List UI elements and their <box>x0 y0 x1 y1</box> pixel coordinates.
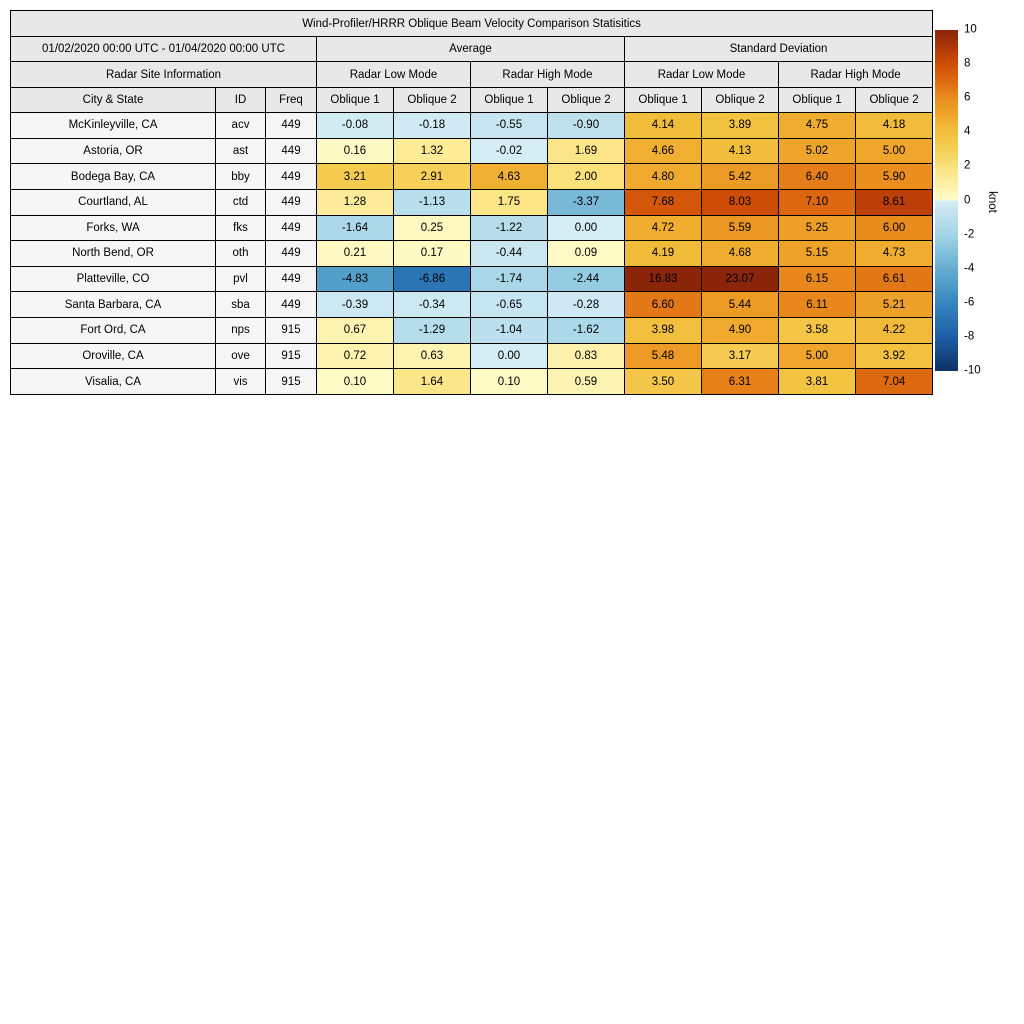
freq-cell: 449 <box>266 292 317 318</box>
colorbar-gradient <box>935 30 958 371</box>
value-cell: 23.07 <box>702 266 779 292</box>
value-cell: 0.67 <box>317 318 394 344</box>
value-cell: 4.14 <box>625 113 702 139</box>
value-cell: 5.90 <box>856 164 933 190</box>
value-cell: -0.44 <box>471 241 548 267</box>
value-cell: 7.68 <box>625 189 702 215</box>
value-cell: -1.62 <box>548 318 625 344</box>
value-cell: 5.15 <box>779 241 856 267</box>
colorbar-unit-label: knot <box>985 191 998 213</box>
colorbar-tick-label: -4 <box>964 261 975 274</box>
value-cell: 5.02 <box>779 138 856 164</box>
freq-cell: 915 <box>266 369 317 395</box>
value-cell: 1.28 <box>317 189 394 215</box>
group-header-row <box>11 37 933 62</box>
value-cell: -1.04 <box>471 318 548 344</box>
table-row <box>11 318 933 344</box>
value-cell: 4.19 <box>625 241 702 267</box>
value-cell: 0.09 <box>548 241 625 267</box>
value-cell: 4.13 <box>702 138 779 164</box>
value-cell: 0.83 <box>548 343 625 369</box>
id-cell: vis <box>216 369 266 395</box>
value-cell: 1.64 <box>394 369 471 395</box>
value-cell: 0.21 <box>317 241 394 267</box>
value-cell: 1.69 <box>548 138 625 164</box>
city-cell: Bodega Bay, CA <box>11 164 216 190</box>
value-cell: 4.18 <box>856 113 933 139</box>
colorbar-tick-label: 6 <box>964 91 971 104</box>
freq-cell: 449 <box>266 241 317 267</box>
table-row <box>11 164 933 190</box>
city-cell: North Bend, OR <box>11 241 216 267</box>
colorbar-tick-label: 2 <box>964 159 971 172</box>
value-cell: -2.44 <box>548 266 625 292</box>
column-header-freq: Freq <box>266 88 317 113</box>
value-cell: 8.03 <box>702 189 779 215</box>
value-cell: -0.65 <box>471 292 548 318</box>
column-header-oblique: Oblique 1 <box>471 88 548 113</box>
value-cell: 4.22 <box>856 318 933 344</box>
mode-header-row <box>11 62 933 88</box>
freq-cell: 915 <box>266 318 317 344</box>
value-cell: 6.00 <box>856 215 933 241</box>
colorbar-tick-label: 0 <box>964 193 971 206</box>
value-cell: 0.59 <box>548 369 625 395</box>
value-cell: -0.34 <box>394 292 471 318</box>
city-cell: McKinleyville, CA <box>11 113 216 139</box>
value-cell: 5.59 <box>702 215 779 241</box>
city-cell: Platteville, CO <box>11 266 216 292</box>
value-cell: 3.58 <box>779 318 856 344</box>
mode-header-avg-low: Radar Low Mode <box>317 62 471 88</box>
value-cell: 0.10 <box>317 369 394 395</box>
freq-cell: 449 <box>266 138 317 164</box>
value-cell: 4.63 <box>471 164 548 190</box>
value-cell: 4.68 <box>702 241 779 267</box>
site-info-header-cell: Radar Site Information <box>11 62 317 88</box>
value-cell: -4.83 <box>317 266 394 292</box>
mode-header-std-high: Radar High Mode <box>779 62 933 88</box>
table-row <box>11 189 933 215</box>
value-cell: 7.04 <box>856 369 933 395</box>
table-title: Wind-Profiler/HRRR Oblique Beam Velocity Comparison Statisitics <box>11 11 933 37</box>
value-cell: 0.72 <box>317 343 394 369</box>
value-cell: 4.73 <box>856 241 933 267</box>
colorbar <box>935 23 998 377</box>
value-cell: -1.74 <box>471 266 548 292</box>
table-row <box>11 369 933 395</box>
value-cell: 3.21 <box>317 164 394 190</box>
value-cell: -0.02 <box>471 138 548 164</box>
column-header-city: City & State <box>11 88 216 113</box>
value-cell: 4.66 <box>625 138 702 164</box>
colorbar-tick-label: 10 <box>964 23 977 36</box>
value-cell: -1.13 <box>394 189 471 215</box>
city-cell: Visalia, CA <box>11 369 216 395</box>
column-header-oblique: Oblique 2 <box>394 88 471 113</box>
table-row <box>11 343 933 369</box>
value-cell: -1.64 <box>317 215 394 241</box>
column-header-row <box>11 88 933 113</box>
value-cell: 1.75 <box>471 189 548 215</box>
value-cell: 4.75 <box>779 113 856 139</box>
value-cell: 3.50 <box>625 369 702 395</box>
value-cell: -0.08 <box>317 113 394 139</box>
group-header-stddev: Standard Deviation <box>625 37 933 62</box>
value-cell: 6.11 <box>779 292 856 318</box>
value-cell: 1.32 <box>394 138 471 164</box>
value-cell: 6.60 <box>625 292 702 318</box>
colorbar-tick-label: -10 <box>964 364 981 377</box>
table-row <box>11 215 933 241</box>
group-header-average: Average <box>317 37 625 62</box>
mode-header-avg-high: Radar High Mode <box>471 62 625 88</box>
stats-table <box>10 10 933 395</box>
id-cell: oth <box>216 241 266 267</box>
value-cell: -3.37 <box>548 189 625 215</box>
colorbar-tick-label: -8 <box>964 330 975 343</box>
value-cell: 5.00 <box>856 138 933 164</box>
value-cell: 6.31 <box>702 369 779 395</box>
mode-header-std-low: Radar Low Mode <box>625 62 779 88</box>
column-header-oblique: Oblique 2 <box>856 88 933 113</box>
value-cell: 5.00 <box>779 343 856 369</box>
column-header-oblique: Oblique 1 <box>317 88 394 113</box>
column-header-oblique: Oblique 2 <box>548 88 625 113</box>
value-cell: -1.22 <box>471 215 548 241</box>
colorbar-tick-label: -2 <box>964 227 975 240</box>
value-cell: 6.40 <box>779 164 856 190</box>
value-cell: 8.61 <box>856 189 933 215</box>
id-cell: fks <box>216 215 266 241</box>
value-cell: 0.63 <box>394 343 471 369</box>
city-cell: Astoria, OR <box>11 138 216 164</box>
value-cell: -0.18 <box>394 113 471 139</box>
value-cell: 5.48 <box>625 343 702 369</box>
id-cell: sba <box>216 292 266 318</box>
value-cell: 3.92 <box>856 343 933 369</box>
colorbar-tick-label: 8 <box>964 57 971 70</box>
id-cell: acv <box>216 113 266 139</box>
value-cell: 3.89 <box>702 113 779 139</box>
value-cell: -0.55 <box>471 113 548 139</box>
value-cell: -0.39 <box>317 292 394 318</box>
freq-cell: 449 <box>266 189 317 215</box>
value-cell: 16.83 <box>625 266 702 292</box>
value-cell: 0.00 <box>471 343 548 369</box>
value-cell: 4.90 <box>702 318 779 344</box>
value-cell: 2.91 <box>394 164 471 190</box>
value-cell: 6.15 <box>779 266 856 292</box>
value-cell: 4.80 <box>625 164 702 190</box>
column-header-oblique: Oblique 1 <box>625 88 702 113</box>
value-cell: 6.61 <box>856 266 933 292</box>
date-range-cell: 01/02/2020 00:00 UTC - 01/04/2020 00:00 UTC <box>11 37 317 62</box>
freq-cell: 449 <box>266 113 317 139</box>
value-cell: 5.25 <box>779 215 856 241</box>
freq-cell: 915 <box>266 343 317 369</box>
city-cell: Santa Barbara, CA <box>11 292 216 318</box>
table-row <box>11 138 933 164</box>
id-cell: ast <box>216 138 266 164</box>
value-cell: 7.10 <box>779 189 856 215</box>
value-cell: 5.21 <box>856 292 933 318</box>
value-cell: 0.00 <box>548 215 625 241</box>
value-cell: 3.98 <box>625 318 702 344</box>
id-cell: ove <box>216 343 266 369</box>
id-cell: bby <box>216 164 266 190</box>
value-cell: 5.42 <box>702 164 779 190</box>
value-cell: -1.29 <box>394 318 471 344</box>
id-cell: nps <box>216 318 266 344</box>
column-header-oblique: Oblique 1 <box>779 88 856 113</box>
table-row <box>11 241 933 267</box>
freq-cell: 449 <box>266 215 317 241</box>
title-row <box>11 11 933 37</box>
city-cell: Oroville, CA <box>11 343 216 369</box>
colorbar-tick-label: 4 <box>964 125 971 138</box>
value-cell: 2.00 <box>548 164 625 190</box>
value-cell: 5.44 <box>702 292 779 318</box>
table-row <box>11 292 933 318</box>
freq-cell: 449 <box>266 164 317 190</box>
column-header-oblique: Oblique 2 <box>702 88 779 113</box>
colorbar-tick-label: -6 <box>964 296 975 309</box>
value-cell: 0.16 <box>317 138 394 164</box>
value-cell: 0.10 <box>471 369 548 395</box>
table-row <box>11 113 933 139</box>
value-cell: 0.17 <box>394 241 471 267</box>
city-cell: Forks, WA <box>11 215 216 241</box>
value-cell: 0.25 <box>394 215 471 241</box>
table-row <box>11 266 933 292</box>
value-cell: 3.17 <box>702 343 779 369</box>
freq-cell: 449 <box>266 266 317 292</box>
value-cell: 3.81 <box>779 369 856 395</box>
value-cell: 4.72 <box>625 215 702 241</box>
value-cell: -6.86 <box>394 266 471 292</box>
city-cell: Fort Ord, CA <box>11 318 216 344</box>
column-header-id: ID <box>216 88 266 113</box>
id-cell: ctd <box>216 189 266 215</box>
id-cell: pvl <box>216 266 266 292</box>
value-cell: -0.90 <box>548 113 625 139</box>
city-cell: Courtland, AL <box>11 189 216 215</box>
value-cell: -0.28 <box>548 292 625 318</box>
